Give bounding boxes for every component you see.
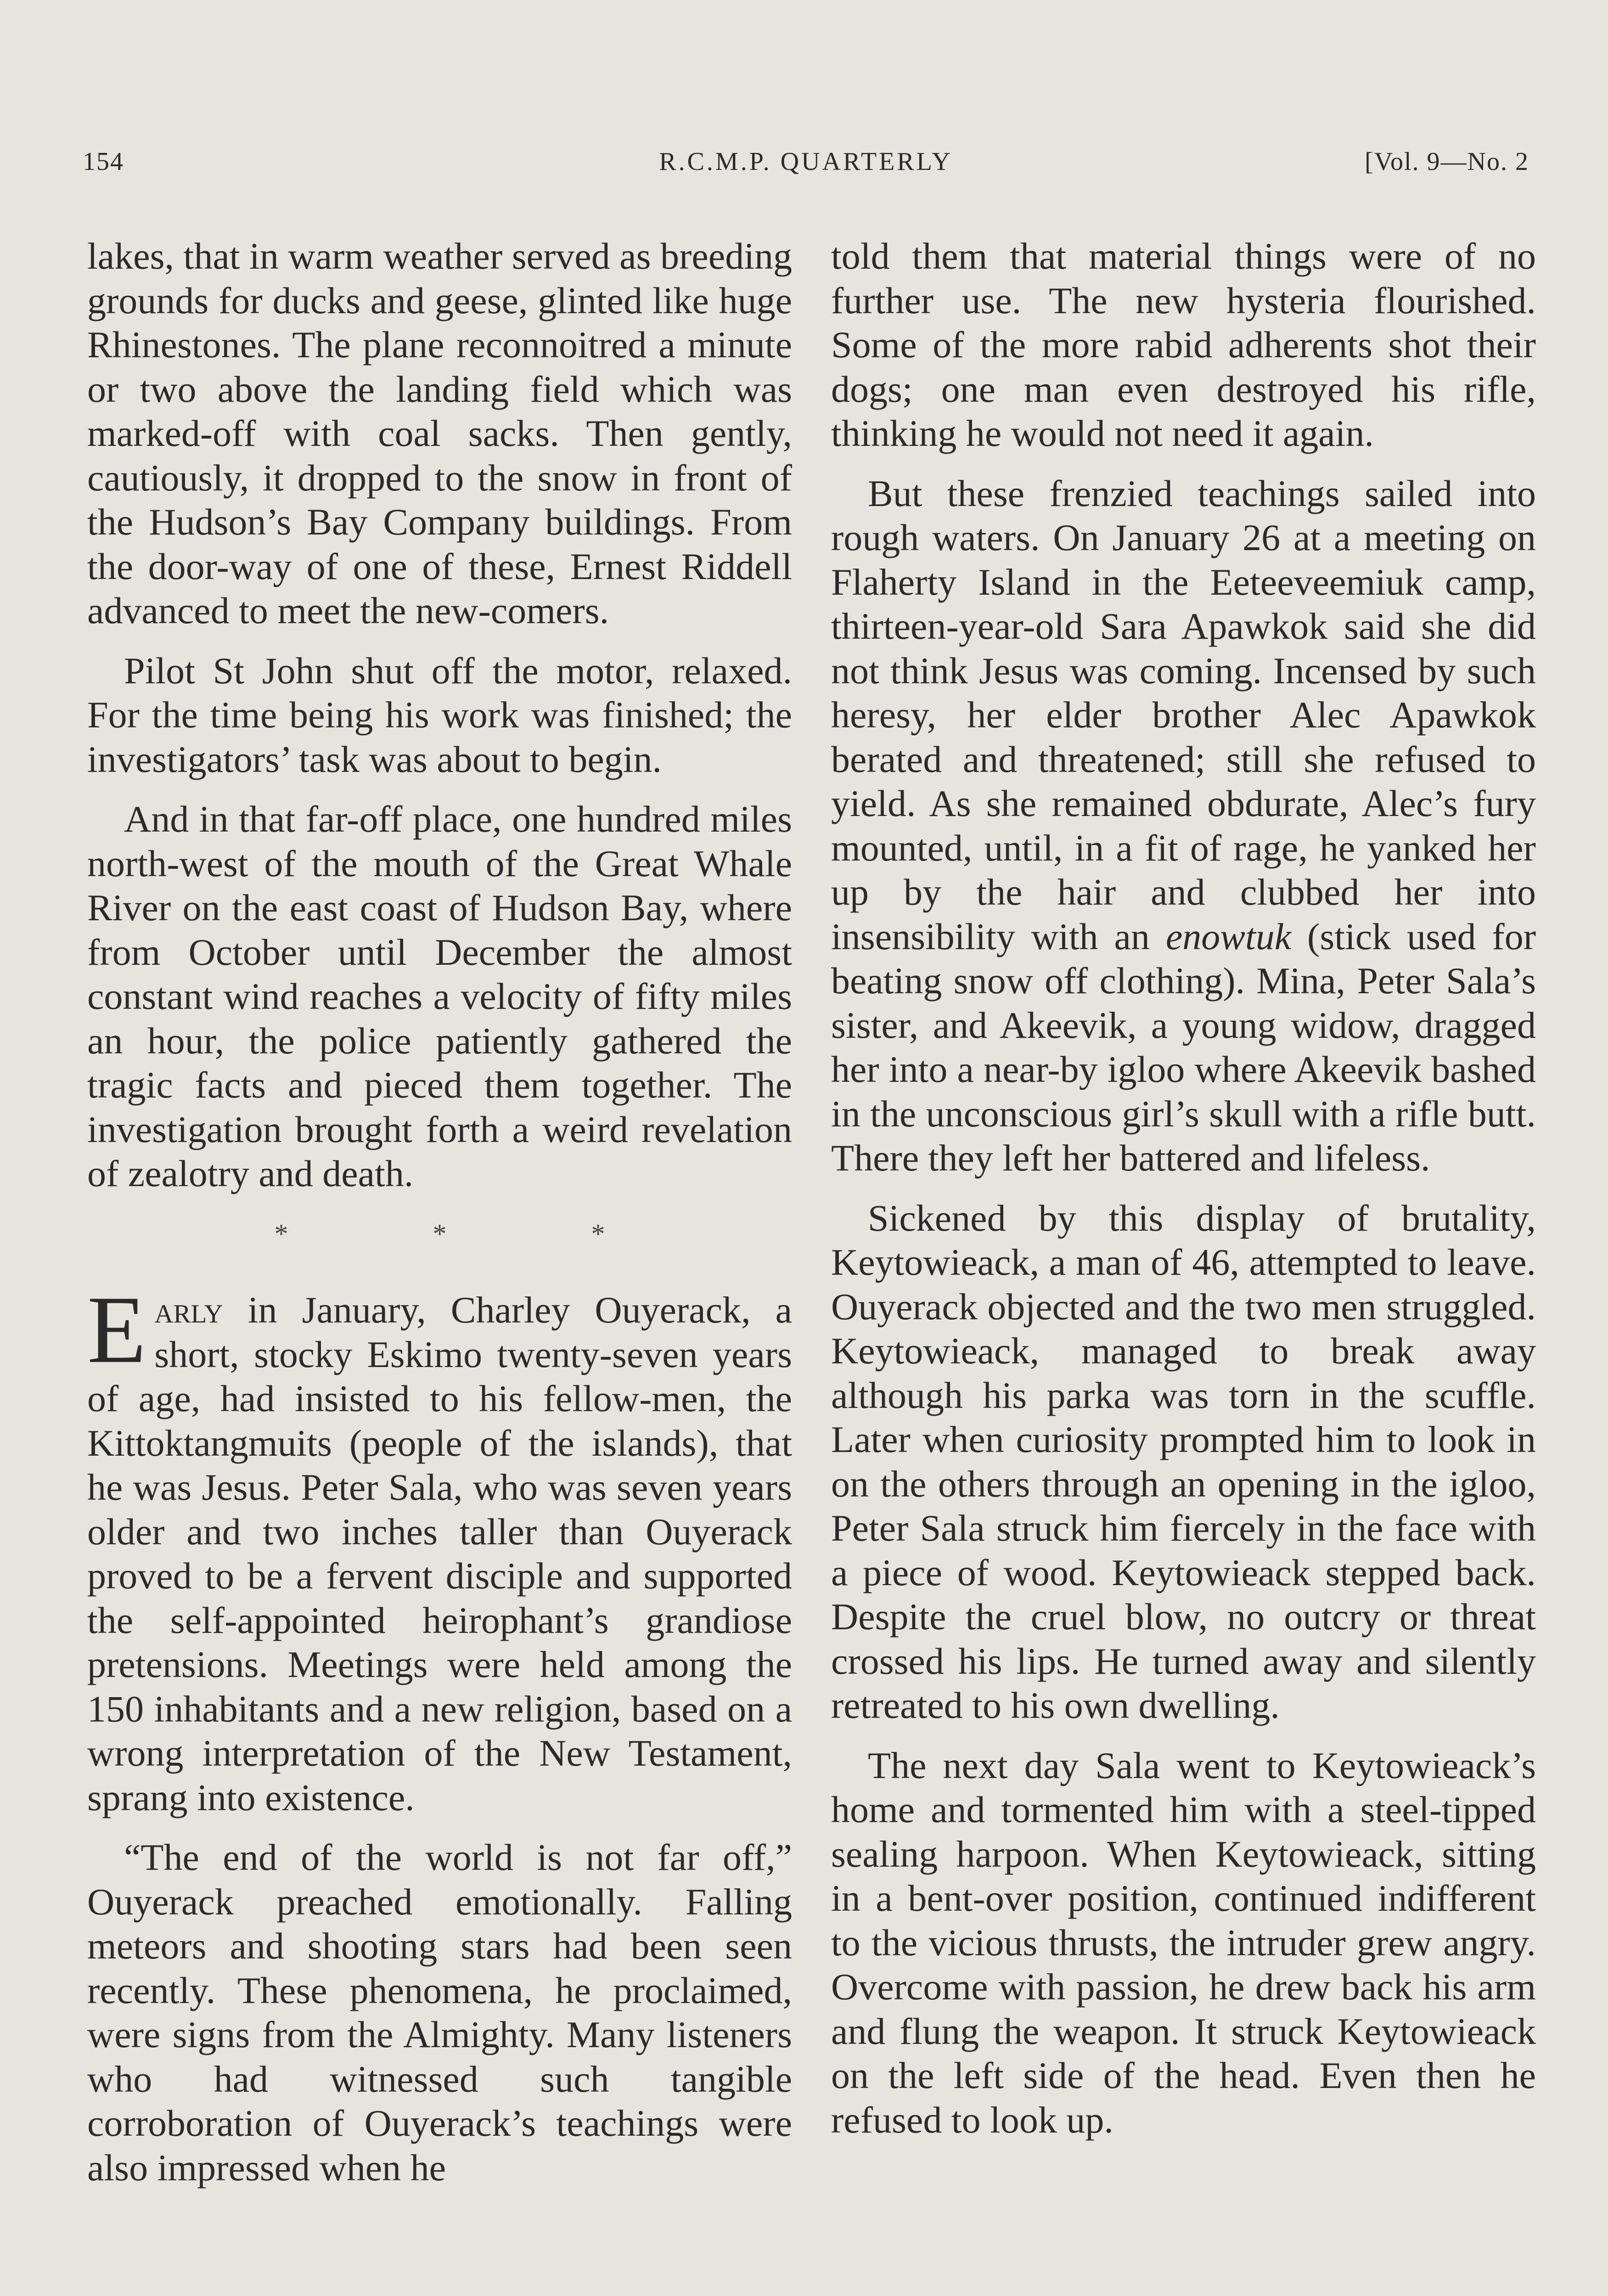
paragraph: Sickened by this display of brutality, Keytowieack, a man of 46, attempted to leave. Ouyerack objected and the two men struggled. Keytowieack, managed to break away although his parka was torn in the scuffle. Later when curiosity prompted him to look in on the others through an opening in the igloo, Peter Sala struck him fiercely in the face with a piece of wood. Keytowieack stepped back. Despite the cruel blow, no outcry or threat crossed his lips. He turned away and silently retreated to his own dwelling. [831,1197,1536,1726]
paragraph-text: But these frenzied teachings sailed into rough waters. On January 26 at a meeting on Flaherty Island in the Eeteeveemiuk camp, thirteen-year-old Sara Apawkok said she did not think Jesus was coming. Incensed by such heresy, her elder brother Alec Apawkok berated and threatened; still she refused to yield. As she remained obdurate, Alec’s fury mounted, until, in a fit of rage, he yanked her up by the hair and clubbed her into insensibility with an [831,472,1536,957]
italic-term: enowtuk [1165,915,1292,957]
paragraph: The next day Sala went to Keytowieack’s home and tormented him with a steel-tipped sealing harpoon. When Keytowieack, sitting in a bent-over position, continued indifferent to the vicious thrusts, the intruder grew angry. Overcome with passion, he drew back his arm and flung the weapon. It struck Keytowieack on the left side of the head. Even then he refused to look up. [831,1744,1536,2141]
paragraph [831,472,1536,1181]
section-break: * * * [274,1218,674,1249]
running-header [83,147,1529,188]
paragraph: And in that far-off place, one hundred miles north-west of the mouth of the Great Whale River on the east coast of Hudson Bay, where from October until December the almost constant wind reaches a velocity of fifty miles an hour, the police patiently gathered the tragic facts and pieced them together. The investigation brought forth a weird revelation of zealotry and death. [87,798,792,1194]
paragraph: “The end of the world is not far off,” Ouyerack preached emotionally. Falling meteors and shooting stars had been seen recently. These phenomena, he proclaimed, were signs from the Almighty. Many listeners who had witnessed such tangible corroboration of Ouyerack’s teachings were also impressed when he [87,1836,792,2189]
smallcaps-lead: arly [154,1289,223,1331]
paragraph-text: in January, Charley Ouyerack, a short, stocky Eskimo twenty-seven years of age, had insisted to his fellow-men, the Kittoktangmuits (people of the islands), that he was Jesus. Peter Sala, who was seven years older and two inches taller than Ouyerack proved to be a fervent disciple and supported the self-appointed heirophant’s grandiose pretensions. Meetings were held among the 150 inhabitants and a new religion, based on a wrong interpretation of the New Testament, sprang into existence. [87,1289,792,1818]
journal-title: R.C.M.P. QUARTERLY [659,147,953,176]
drop-cap: E [87,1277,146,1383]
volume-label: [Vol. 9—No. 2 [1365,147,1529,176]
paragraph-dropcap [87,1277,792,1820]
paragraph: lakes, that in warm weather served as breeding grounds for ducks and geese, glinted like huge Rhinestones. The plane reconnoitred a minute or two above the landing field which was marked-off with coal sacks. Then gently, cautiously, it dropped to the snow in front of the Hudson’s Bay Company buildings. From the door-way of one of these, Ernest Riddell advanced to meet the new-comers. [87,235,792,631]
paragraph-text: (stick used for beating snow off clothing). Mina, Peter Sala’s sister, and Akeevik, a young widow, dragged her into a near-by igloo where Akeevik bashed in the unconscious girl’s skull with a rifle butt. There they left her battered and lifeless. [831,915,1536,1179]
left-column [87,234,792,2206]
paragraph: told them that material things were of no further use. The new hysteria flourished. Some of the more rabid adherents shot their dogs; one man even destroyed his rifle, thinking he would not need it again. [831,235,1536,454]
page-number: 154 [83,147,124,176]
right-column [831,234,1536,2158]
paragraph: Pilot St John shut off the motor, relaxed. For the time being his work was finished; the investigators’ task was about to begin. [87,649,792,780]
